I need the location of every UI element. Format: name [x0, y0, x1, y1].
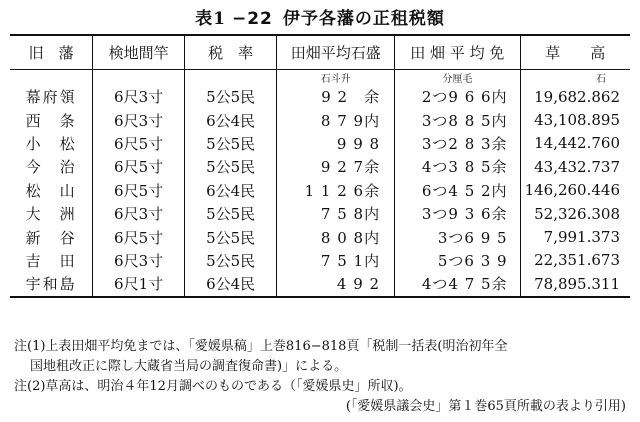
header-men: 田 畑 平 均 免 — [395, 35, 520, 70]
cell-kusadaka: 14,442.760 — [520, 132, 630, 155]
cell-kenchi: 6尺5寸 — [93, 155, 184, 178]
cell-seimori: 8 0 8内 — [277, 225, 395, 248]
cell-seimori: 4 9 2 — [277, 272, 395, 296]
header-row — [10, 35, 630, 70]
cell-kenchi: 6尺3寸 — [93, 249, 184, 272]
header-zeiritsu: 税 率 — [184, 35, 277, 70]
cell-kusadaka: 43,432.737 — [520, 155, 630, 178]
table-row — [10, 108, 630, 131]
cell-kusadaka: 146,260.446 — [520, 179, 630, 202]
cell-zeiritsu: 5公5民 — [184, 202, 277, 225]
note-2: 注(2)草高は、明治４年12月調べのものである（「愛媛県史」所収)。 — [14, 379, 412, 394]
cell-han: 吉 田 — [25, 251, 77, 270]
cell-seimori: 7 5 8内 — [277, 202, 395, 225]
header-seimori: 田畑平均石盛 — [277, 35, 395, 70]
cell-kusadaka: 78,895.311 — [520, 272, 630, 296]
cell-seimori: 9 2 7余 — [277, 155, 395, 178]
header-kyuhan: 旧 藩 — [10, 35, 93, 70]
cell-kenchi: 6尺3寸 — [93, 85, 184, 108]
cell-kenchi: 6尺1寸 — [93, 272, 184, 296]
cell-men: 3つ2 8 3余 — [395, 132, 520, 155]
cell-kenchi: 6尺5寸 — [93, 132, 184, 155]
header-kusadaka: 草 高 — [520, 35, 630, 70]
cell-kenchi: 6尺3寸 — [93, 202, 184, 225]
table-row — [10, 249, 630, 272]
cell-kusadaka: 7,991.373 — [520, 225, 630, 248]
cell-zeiritsu: 6公4民 — [184, 108, 277, 131]
table-row — [10, 202, 630, 225]
unit-seimori: 石斗升 — [277, 70, 395, 86]
cell-zeiritsu: 5公5民 — [184, 85, 277, 108]
table-title — [0, 4, 640, 29]
cell-han: 西 条 — [25, 111, 77, 130]
cell-zeiritsu: 5公5民 — [184, 132, 277, 155]
table-row — [10, 155, 630, 178]
cell-zeiritsu: 5公5民 — [184, 155, 277, 178]
note-1-line-1: 注(1)上表田畑平均免までは、「愛媛県稿」上巻816−818頁「税制一括表(明治初年全 — [14, 339, 508, 354]
table-title-text: 伊予各藩の正租税額 — [282, 9, 445, 29]
cell-seimori: 8 7 9内 — [277, 108, 395, 131]
cell-men: 6つ4 5 2内 — [395, 179, 520, 202]
table-title-prefix: 表1 — [195, 9, 226, 29]
cell-zeiritsu: 6公4民 — [184, 272, 277, 296]
cell-men: 3つ9 3 6余 — [395, 202, 520, 225]
cell-kenchi: 6尺5寸 — [93, 225, 184, 248]
cell-kenchi: 6尺5寸 — [93, 179, 184, 202]
cell-men: 3つ8 8 5内 — [395, 108, 520, 131]
cell-men: 3つ6 9 5 — [395, 225, 520, 248]
cell-han: 小 松 — [25, 134, 77, 153]
footnotes — [14, 337, 630, 417]
cell-han: 宇和島 — [10, 272, 93, 296]
cell-kusadaka: 43,108.895 — [520, 108, 630, 131]
table-row — [10, 179, 630, 202]
cell-men: 5つ6 3 9 — [395, 249, 520, 272]
cell-han: 大 洲 — [25, 205, 77, 224]
cell-kenchi: 6尺3寸 — [93, 108, 184, 131]
cell-seimori: 9 2 余 — [277, 85, 395, 108]
cell-han: 今 治 — [25, 158, 77, 177]
cell-kusadaka: 52,326.308 — [520, 202, 630, 225]
table-row — [10, 272, 630, 296]
cell-han: 松 山 — [25, 181, 77, 200]
cell-han: 幕府領 — [25, 88, 77, 107]
units-row — [10, 70, 630, 86]
cell-zeiritsu: 5公5民 — [184, 225, 277, 248]
note-1-line-2: 国地租改正に際し大蔵省当局の調査復命書)」による。 — [30, 359, 348, 374]
cell-kusadaka: 22,351.673 — [520, 249, 630, 272]
cell-men: 4つ4 7 5余 — [395, 272, 520, 296]
header-kenchi: 検地間竿 — [93, 35, 184, 70]
tax-table — [10, 34, 630, 298]
unit-men: 分厘毛 — [395, 70, 520, 86]
cell-zeiritsu: 6公4民 — [184, 179, 277, 202]
unit-kusadaka: 石 — [520, 70, 630, 86]
cell-seimori: 7 5 1内 — [277, 249, 395, 272]
cell-han: 新 谷 — [25, 228, 77, 247]
table-title-number: −22 — [231, 9, 273, 29]
source-citation: (「愛媛県議会史」第１巻65頁所載の表より引用) — [345, 399, 626, 414]
cell-men: 4つ3 8 5余 — [395, 155, 520, 178]
cell-kusadaka: 19,682.862 — [520, 85, 630, 108]
table-row — [10, 225, 630, 248]
table-row — [10, 132, 630, 155]
cell-seimori: 1 1 2 6余 — [277, 179, 395, 202]
cell-seimori: 9 9 8 — [277, 132, 395, 155]
cell-men: 2つ9 6 6内 — [395, 85, 520, 108]
cell-zeiritsu: 5公5民 — [184, 249, 277, 272]
table-row — [10, 85, 630, 108]
